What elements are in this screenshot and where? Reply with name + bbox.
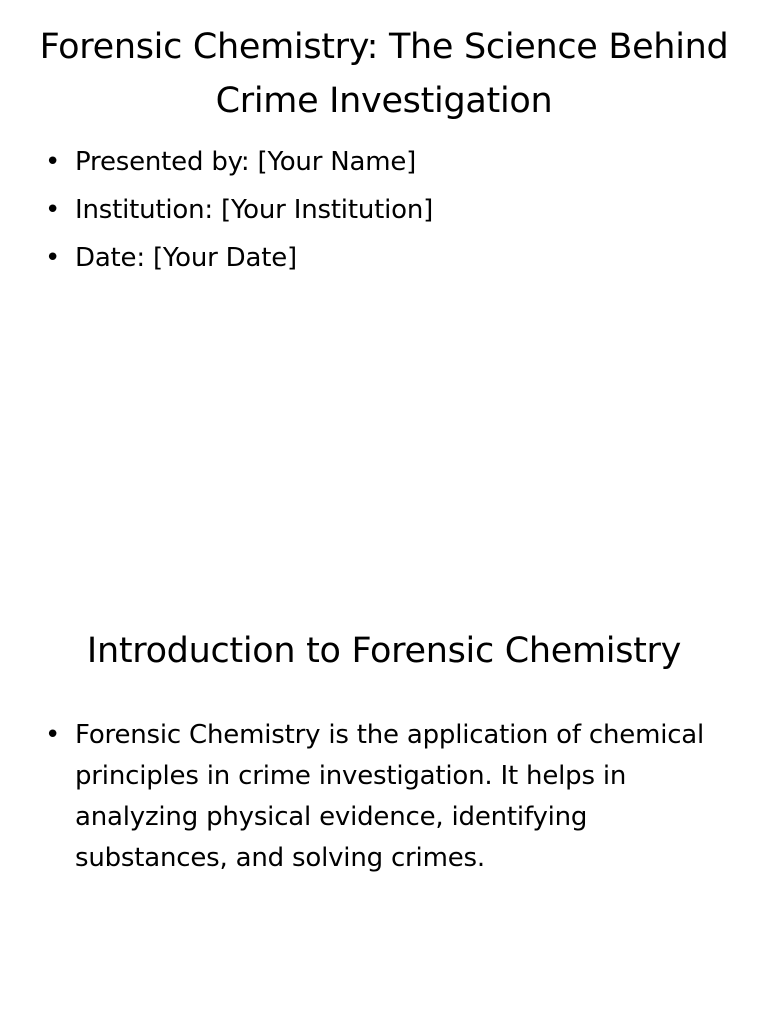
bullet-icon: • (45, 243, 61, 273)
slide-introduction (0, 512, 768, 1024)
bullet-text: Presented by: [Your Name] (75, 147, 417, 177)
slide-title: Forensic Chemistry: The Science Behind Crime Investigation (39, 27, 729, 121)
bullet-text: Date: [Your Date] (75, 243, 297, 273)
bullet-item-institution (45, 186, 725, 234)
bullet-text: Institution: [Your Institution] (75, 195, 434, 225)
bullet-item-definition (45, 715, 725, 879)
bullet-item-presenter (45, 138, 725, 186)
bullet-item-date (45, 234, 725, 282)
bullet-icon: • (45, 147, 61, 177)
bullet-icon: • (45, 720, 61, 750)
slide-title: Introduction to Forensic Chemistry (86, 631, 682, 671)
bullet-list (45, 138, 725, 282)
bullet-icon: • (45, 195, 61, 225)
bullet-list (45, 715, 725, 879)
bullet-text: Forensic Chemistry is the application of chemical principles in crime investigation. It helps in analyzing physical evidence, identifying substances, and solving crimes. (75, 720, 705, 873)
